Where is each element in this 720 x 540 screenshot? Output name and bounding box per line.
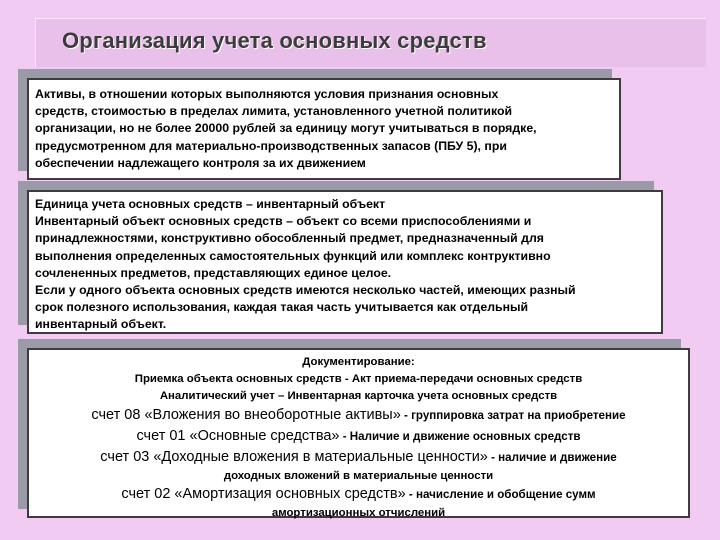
documentation-line-analytics: Аналитический учет – Инвентарная карточка учета основных средств [159,390,558,402]
account-03 [35,447,682,468]
account-02 [35,484,682,505]
text-box-assets [27,78,621,180]
text-box-documentation [27,348,690,518]
text-box-inventory-object [27,190,663,334]
account-03-desc: - наличие и движение [487,451,617,464]
account-08-name: счет 08 «Вложения во внеоборотные активы» [91,407,401,423]
inventory-object-paragraph: Единица учета основных средств – инвентарный объект Инвентарный объект основных средств – объект со всеми приспособлениями и принадлежностями, конструктивно обособленный предмет, предназначенный для выполнения определенных самостоятельных функций или комплекс контруктивно сочлененных предметов, представляющих единое целое. Если у одного объекта основных средств имеются несколько частей, имеющих разный срок полезного использования, каждая такая часть учитывается как отдельный инвентарный объект. [35,197,576,332]
page-title: Организация учета основных средств [62,28,487,53]
documentation-heading: Документирование: [302,356,415,368]
account-03-desc-continued: доходных вложений в материальные ценности [223,470,494,482]
account-02-desc-continued: амортизационных отчислений [271,507,446,519]
assets-paragraph: Активы, в отношении которых выполняются условия признания основных средств, стоимостью в пределах лимита, установленного учетной политикой организации, но не более 20000 рублей за единицу могут учитываться в порядке, предусмотренном для материально-производственных запасов (ПБУ 5), при обеспечении надлежащего контроля за их движением [35,87,537,170]
account-03-name: счет 03 «Доходные вложения в материальные ценности» [100,449,488,465]
account-01-name: счет 01 «Основные средства» [136,428,340,444]
account-02-desc: - начисление и обобщение сумм [405,488,596,501]
account-01-desc: - Наличие и движение основных средств [339,430,581,443]
account-02-name: счет 02 «Амортизация основных средств» [121,486,406,502]
documentation-line-acceptance: Приемка объекта основных средств - Акт приема-передачи основных средств [134,373,583,385]
account-08 [35,405,682,426]
account-08-desc: - группировка затрат на приобретение [400,409,626,422]
account-01 [35,426,682,447]
